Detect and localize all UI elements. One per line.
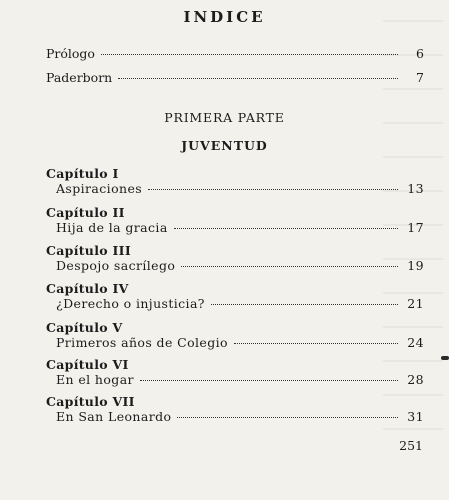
page-number: 251 [399,438,423,453]
bleed-through-text [383,20,443,460]
chapter-title: En San Leonardo [56,409,172,424]
toc-entry-label: Prólogo [46,46,95,61]
chapter-page: 21 [407,296,424,311]
chapter-page: 17 [407,220,424,235]
chapter-heading: Capítulo IV [46,281,129,296]
chapter-entry [56,372,424,387]
chapter-title: Primeros años de Colegio [56,335,228,350]
chapter-entry [56,220,424,235]
dot-leader [181,266,398,267]
chapter-heading: Capítulo VI [46,357,129,372]
chapter-entry [56,296,424,311]
chapter-entry [56,409,424,424]
chapter-heading: Capítulo III [46,243,131,258]
chapter-title: En el hogar [56,372,134,387]
chapter-title: Hija de la gracia [56,220,168,235]
chapter-entry [56,258,424,273]
chapter-title: ¿Derecho o injusticia? [56,296,205,311]
dot-leader [148,189,398,190]
toc-entry-prologo [46,46,424,61]
ink-mark [441,356,449,360]
chapter-page: 19 [407,258,424,273]
chapter-title: Aspiraciones [56,181,143,196]
chapter-page: 28 [407,372,424,387]
chapter-title: Despojo sacrílego [56,258,176,273]
dot-leader [118,78,398,79]
chapter-heading: Capítulo VII [46,394,135,409]
chapter-page: 24 [407,335,424,350]
index-title: INDICE [183,8,266,26]
chapter-entry [56,181,424,196]
toc-entry-paderborn [46,70,424,85]
chapter-heading: Capítulo I [46,166,119,181]
dot-leader [174,228,398,229]
toc-entry-page: 6 [416,46,424,61]
part-heading: PRIMERA PARTE [164,110,285,125]
chapter-heading: Capítulo II [46,205,125,220]
dot-leader [177,417,398,418]
toc-entry-label: Paderborn [46,70,113,85]
chapter-page: 31 [407,409,424,424]
section-heading: JUVENTUD [181,138,268,153]
dot-leader [211,304,398,305]
chapter-entry [56,335,424,350]
dot-leader [234,343,398,344]
chapter-heading: Capítulo V [46,320,123,335]
toc-entry-page: 7 [416,70,424,85]
dot-leader [140,380,398,381]
dot-leader [101,54,398,55]
chapter-page: 13 [407,181,424,196]
